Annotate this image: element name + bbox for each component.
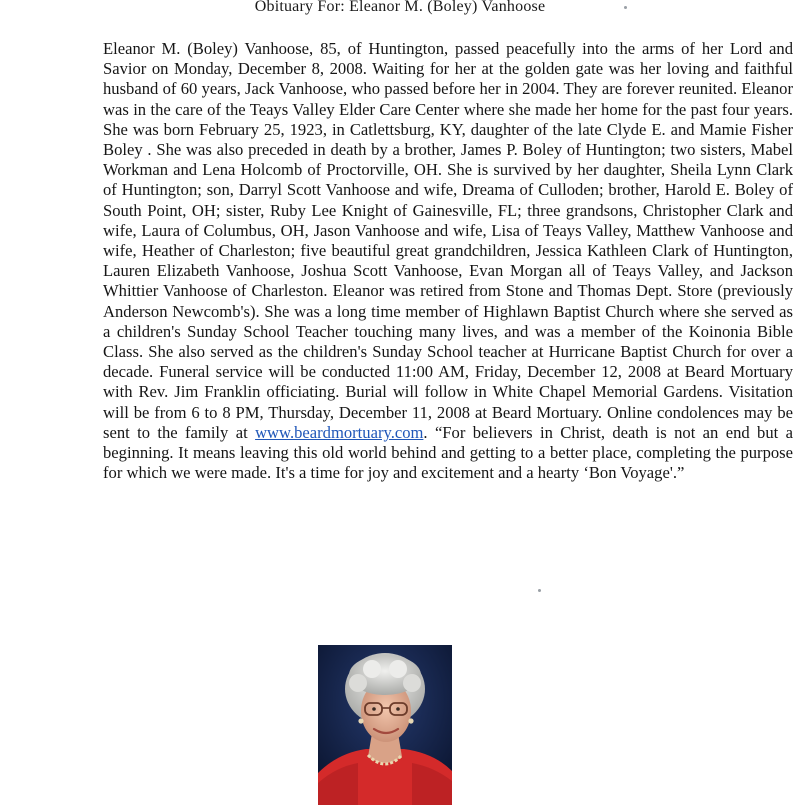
scan-speck (624, 6, 627, 9)
mortuary-website-link[interactable]: www.beardmortuary.com (255, 422, 424, 442)
page-title: Obituary For: Eleanor M. (Boley) Vanhoose (254, 0, 546, 15)
obituary-paragraph-closing: . “For believers in Christ, death is not an end but a beginning. It means leaving this old world behind and getting to a better place, completing the purpose for which we were made. It's a time for joy and excitement and a hearty ‘Bon Voyage'.” (103, 422, 793, 483)
scan-speck (538, 589, 541, 592)
portrait-photo (318, 645, 452, 805)
obituary-text (103, 39, 793, 483)
obituary-paragraph-main: Eleanor M. (Boley) Vanhoose, 85, of Huntington, passed peacefully into the arms of her Lord and Savior on Monday, December 8, 2008. Waiting for her at the golden gate was her loving and faithful husband of 60 years, Jack Vanhoose, who passed before her in 2004. They are forever reunited. Eleanor was in the care of the Teays Valley Elder Care Center where she made her home for the past four years. She was born February 25, 1923, in Catlettsburg, KY, daughter of the late Clyde E. and Mamie Fisher Boley . She was also preceded in death by a brother, James P. Boley of Huntington; two sisters, Mabel Workman and Lena Holcomb of Proctorville, OH. She is survived by her daughter, Sheila Lynn Clark of Huntington; son, Darryl Scott Vanhoose and wife, Dreama of Culloden; brother, Harold E. Boley of South Point, OH; sister, Ruby Lee Knight of Gainesville, FL; three grandsons, Christopher Clark and wife, Laura of Columbus, OH, Jason Vanhoose and wife, Lisa of Teays Valley, Matthew Vanhoose and wife, Heather of Charleston; five beautiful great grandchildren, Jessica Kathleen Clark of Huntington, Lauren Elizabeth Vanhoose, Joshua Scott Vanhoose, Evan Morgan all of Teays Valley, and Jackson Whittier Vanhoose of Charleston. Eleanor was retired from Stone and Thomas Dept. Store (previously Anderson Newcomb's). She was a long time member of Highlawn Baptist Church where she served as a children's Sunday School Teacher touching many lives, and was a member of the Koinonia Bible Class. She also served as the children's Sunday School teacher at Hurricane Baptist Church for over a decade. Funeral service will be conducted 11:00 AM, Friday, December 12, 2008 at Beard Mortuary with Rev. Jim Franklin officiating. Burial will follow in White Chapel Memorial Gardens. Visitation will be from 6 to 8 PM, Thursday, December 11, 2008 at Beard Mortuary. Online condolences may be sent to the family at (103, 39, 793, 442)
